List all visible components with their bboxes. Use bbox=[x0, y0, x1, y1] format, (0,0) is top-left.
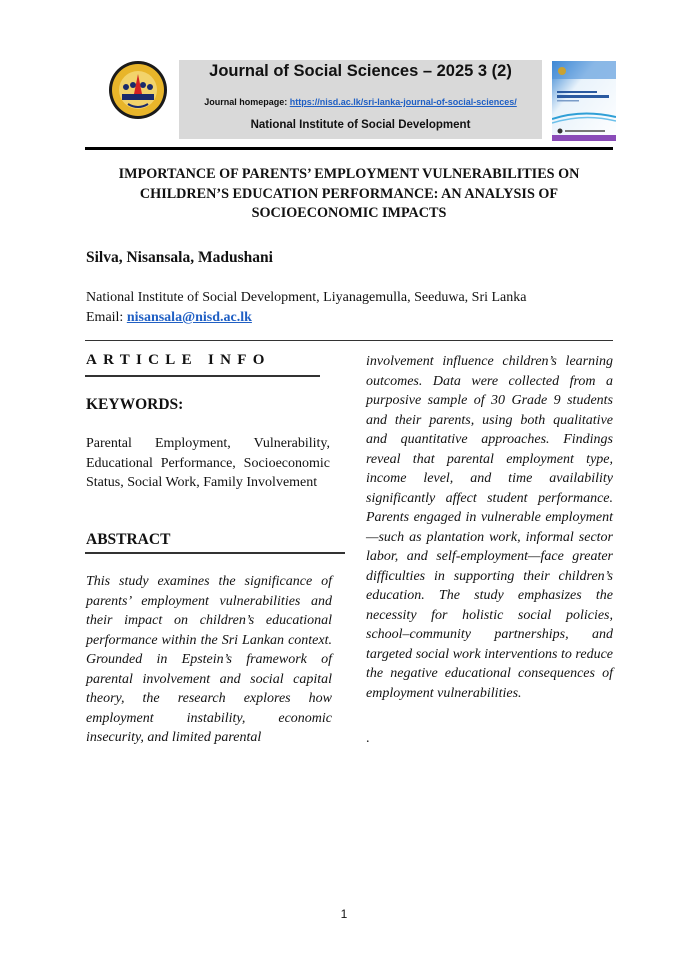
institution-name: National Institute of Social Development bbox=[250, 119, 471, 131]
abstract-text-left: This study examines the significance of parents’ employment vulnerabilities and their impact on children’s educational performance within the Sri Lankan context. Grounded in Epstein’s framework of parental involvement and social capital theory, the research explores how employment instability, economic insecurity, and limited parental bbox=[86, 574, 332, 745]
nisd-emblem-icon bbox=[108, 60, 168, 120]
email-link[interactable]: nisansala@nisd.ac.lk bbox=[126, 310, 252, 325]
journal-title: Journal of Social Sciences – 2025 3 (2) bbox=[209, 62, 512, 80]
abstract-text-right: involvement influence children’s learning outcomes. Data were collected from a purposive sample of 30 Grade 9 students and their parents, using both qualitative and quantitative approaches. Findings reveal that parental employment type, income level, and time availability significantly affect student performance. Parents engaged in vulnerable employment—such as plantation work, informal sector labor, and self-employment—face greater difficulties in supporting their children’s education. The study emphasizes the necessity for holistic social policies, school–community partnerships, and targeted social work interventions to reduce the negative educational consequences of employment vulnerabilities. bbox=[366, 354, 613, 701]
abstract-underline bbox=[85, 552, 345, 554]
keywords-heading: KEYWORDS: bbox=[86, 396, 184, 413]
title-line: SOCIOECONOMIC IMPACTS bbox=[251, 205, 447, 221]
title-line: IMPORTANCE OF PARENTS’ EMPLOYMENT VULNERABILITIES ON bbox=[118, 166, 580, 182]
title-line: CHILDREN’S EDUCATION PERFORMANCE: AN ANALYSIS OF bbox=[139, 185, 559, 202]
homepage-link[interactable]: https://nisd.ac.lk/sri-lanka-journal-of-social-sciences/ bbox=[289, 97, 517, 107]
email-label: Email: bbox=[86, 310, 127, 325]
homepage-label: Journal homepage: bbox=[204, 97, 290, 107]
author-affiliation: National Institute of Social Development, Liyanagemulla, Seeduwa, Sri Lanka bbox=[86, 290, 527, 305]
article-info-underline bbox=[85, 375, 320, 377]
author-names: Silva, Nisansala, Madushani bbox=[86, 249, 273, 266]
header-divider bbox=[85, 147, 613, 150]
journal-cover-thumbnail bbox=[552, 61, 616, 141]
journal-homepage-line bbox=[179, 97, 542, 107]
section-divider bbox=[85, 340, 613, 341]
trailing-dot: . bbox=[366, 731, 370, 746]
article-info-heading: ARTICLE INFO bbox=[86, 352, 271, 368]
author-email-line bbox=[86, 310, 252, 326]
abstract-heading: ABSTRACT bbox=[86, 531, 171, 548]
page-number: 1 bbox=[340, 907, 348, 921]
keywords-list: Parental Employment, Vulnerability, Educational Performance, Socioeconomic Status, Social Work, Family Involvement bbox=[86, 436, 330, 490]
article-title bbox=[86, 165, 612, 224]
